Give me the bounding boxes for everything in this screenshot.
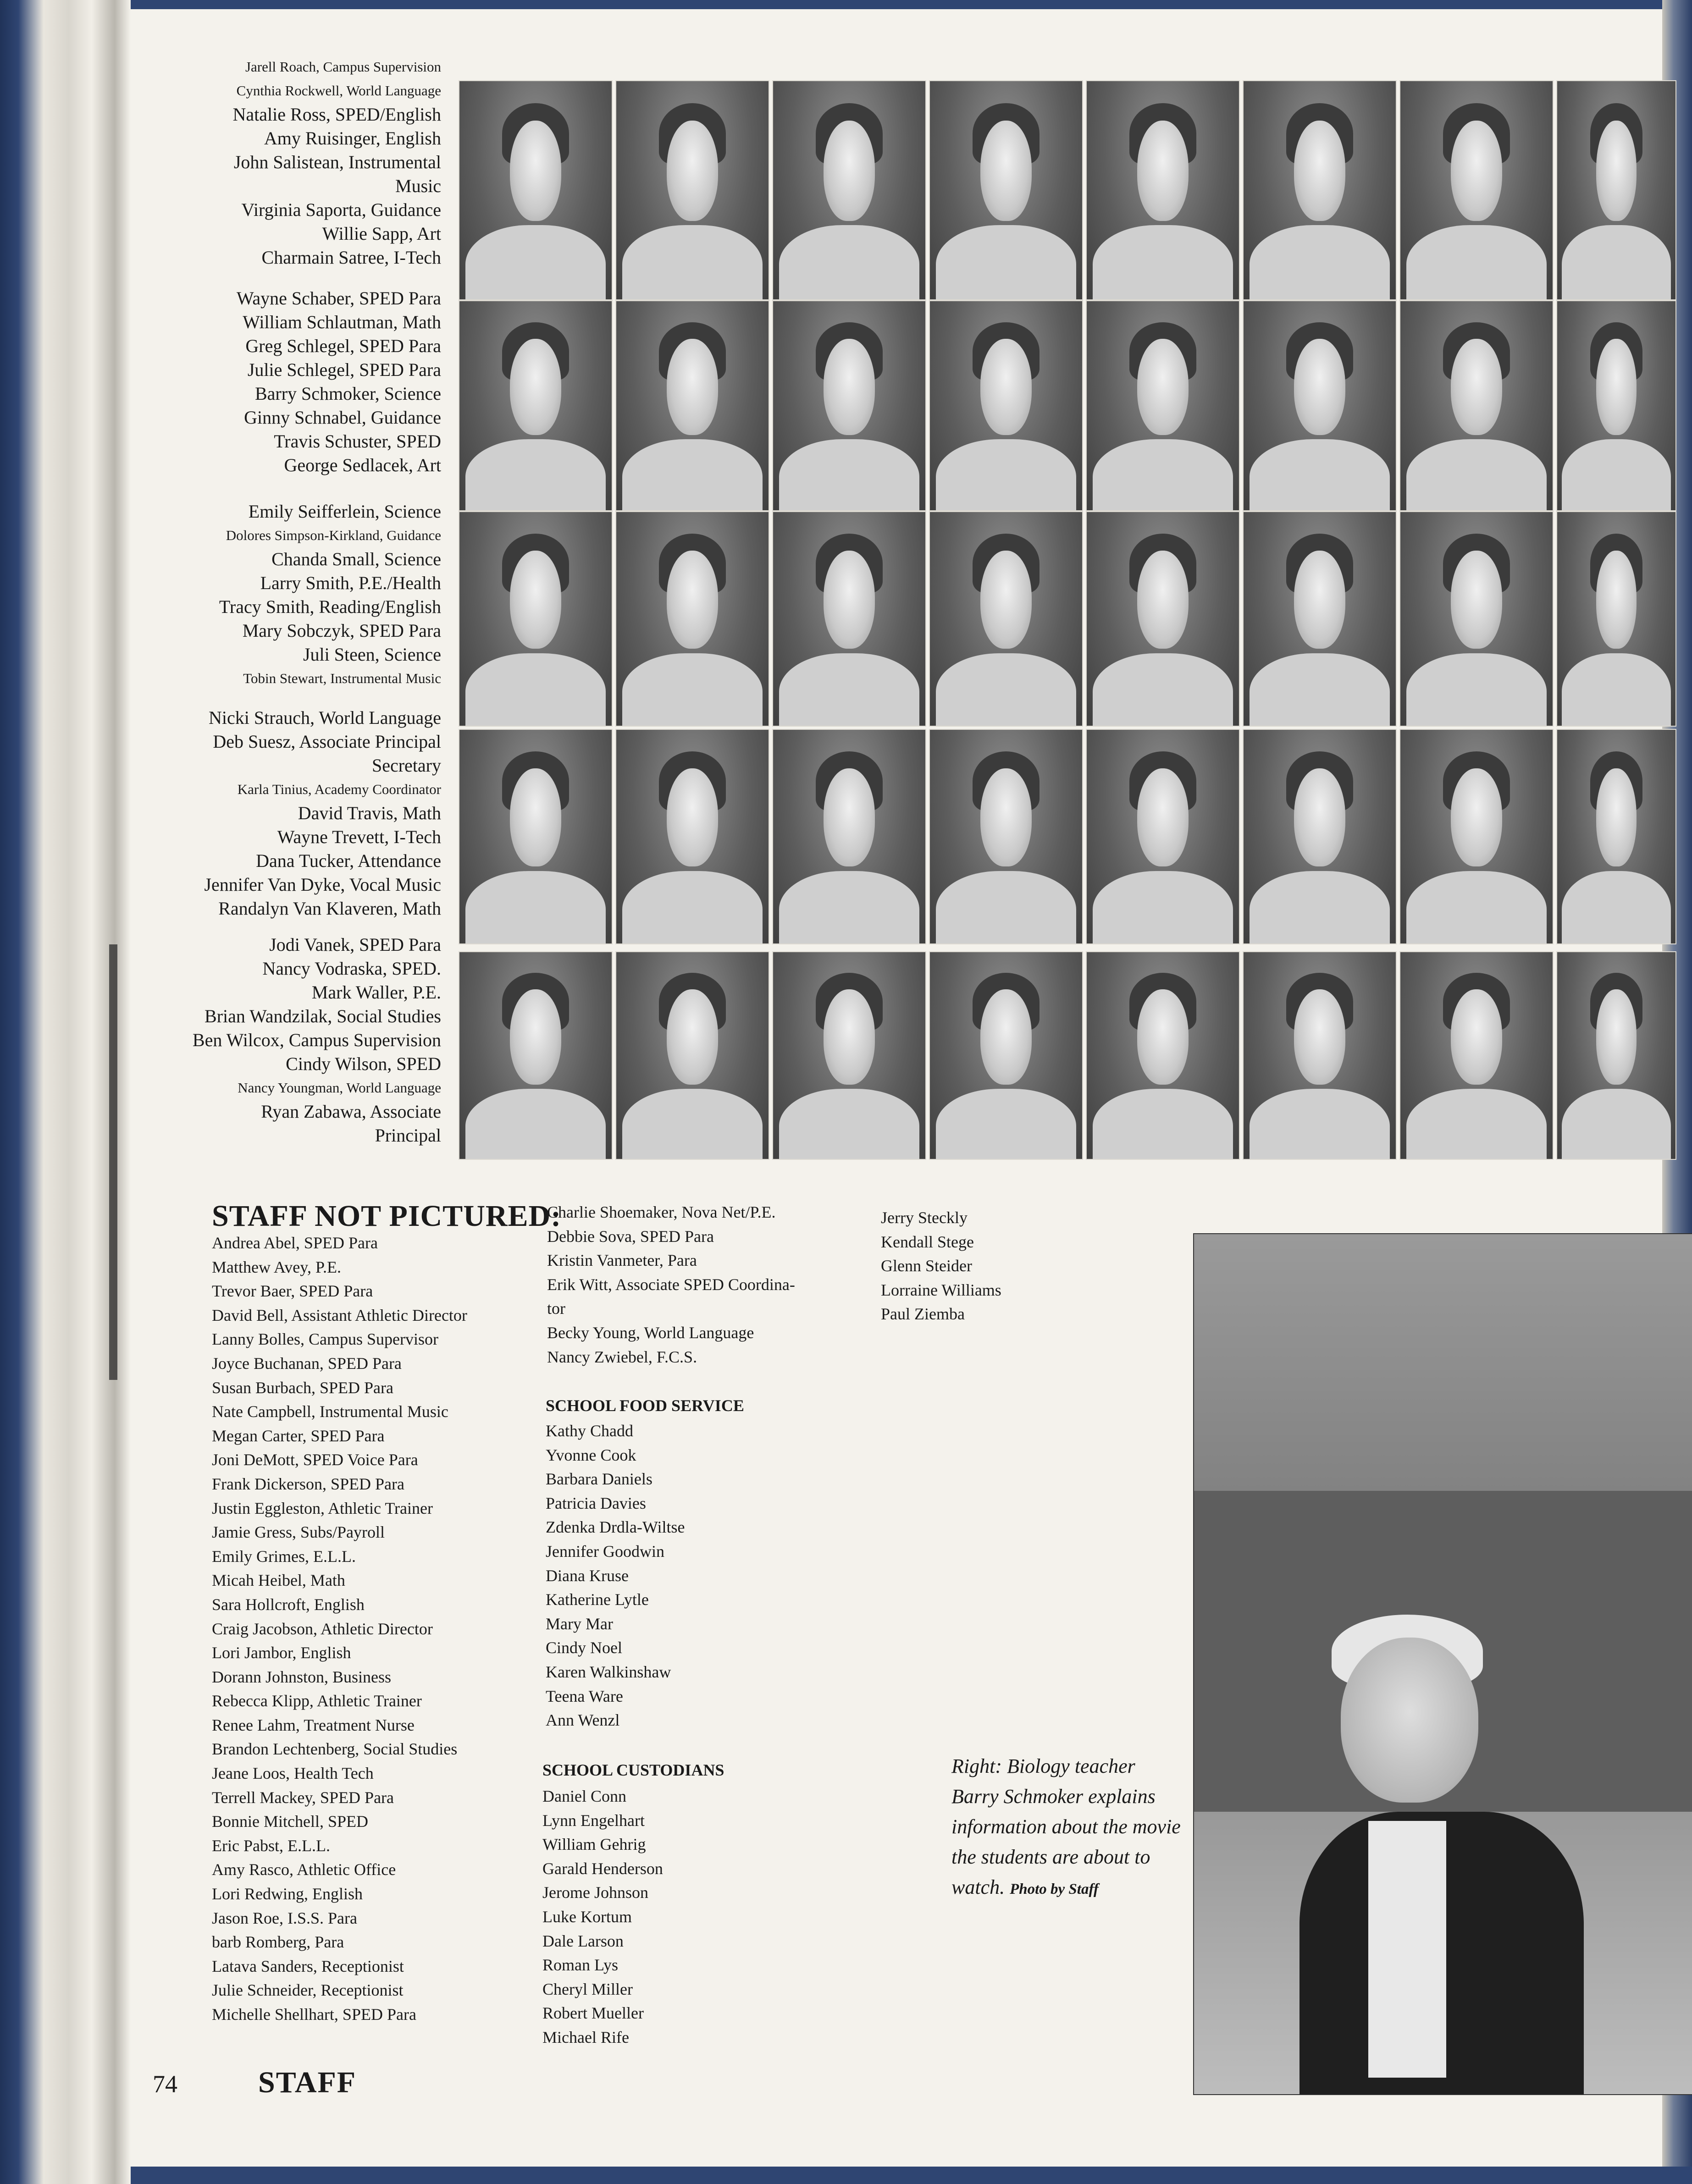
staff-caption-line: Tracy Smith, Reading/English [219, 596, 441, 617]
portrait-shoulders [779, 871, 919, 944]
staff-caption-line: Tobin Stewart, Instrumental Music [243, 670, 441, 686]
staff-portrait [459, 511, 613, 727]
staff-name-item: Renee Lahm, Treatment Nurse [212, 1715, 415, 1734]
portrait-head [1294, 768, 1346, 866]
staff-portrait [1399, 300, 1554, 511]
portrait-shoulders [465, 225, 605, 300]
staff-name-item: Micah Heibel, Math [212, 1571, 345, 1590]
staff-name-item: Lynn Engelhart [542, 1811, 645, 1830]
portrait-shoulders [1562, 1089, 1670, 1160]
staff-caption-line: Wayne Schaber, SPED Para [236, 288, 441, 309]
staff-portrait [1086, 80, 1240, 300]
portrait-shoulders [465, 871, 605, 944]
staff-name-item: Paul Ziemba [881, 1305, 965, 1324]
staff-portrait [459, 951, 613, 1160]
staff-caption-line: Nancy Vodraska, SPED. [262, 958, 441, 979]
staff-name-item: Patricia Davies [546, 1494, 646, 1512]
page-number: 74 [153, 2070, 177, 2098]
staff-caption-line: Virginia Saporta, Guidance [241, 199, 441, 220]
portrait-shoulders [1250, 871, 1389, 944]
portrait-head [510, 989, 562, 1084]
portrait-shoulders [622, 225, 762, 300]
portrait-head [667, 551, 719, 649]
staff-name-item: Jerry Steckly [881, 1208, 968, 1227]
staff-name-item: Amy Rasco, Athletic Office [212, 1860, 396, 1879]
portrait-head [1294, 551, 1346, 649]
photo-row-1 [459, 80, 1676, 300]
portrait-head [980, 768, 1032, 866]
custodians-list [542, 1784, 818, 2050]
portrait-head [824, 121, 875, 221]
staff-portrait [772, 511, 926, 727]
portrait-shoulders [1562, 871, 1670, 944]
portrait-head [1137, 768, 1189, 866]
staff-portrait [772, 729, 926, 944]
portrait-shoulders [936, 1089, 1076, 1160]
staff-name-item: Eric Pabst, E.L.L. [212, 1836, 330, 1855]
staff-name-item: Joni DeMott, SPED Voice Para [212, 1450, 418, 1469]
staff-portrait [1556, 80, 1676, 300]
staff-portrait [1399, 511, 1554, 727]
staff-portrait [459, 80, 613, 300]
portrait-shoulders [465, 1089, 605, 1160]
staff-name-item: Lori Jambor, English [212, 1644, 351, 1662]
staff-name-item: Garald Henderson [542, 1859, 663, 1878]
staff-name-item: Rebecca Klipp, Athletic Trainer [212, 1692, 422, 1710]
staff-caption-line: Deb Suesz, Associate Principal [213, 731, 441, 752]
portrait-shoulders [1406, 225, 1546, 300]
portrait-head [824, 768, 875, 866]
staff-portrait [929, 511, 1083, 727]
staff-name-item: Emily Grimes, E.L.L. [212, 1547, 356, 1566]
cover-edge-top [131, 0, 1692, 9]
staff-portrait [1086, 300, 1240, 511]
staff-portrait [1243, 729, 1397, 944]
staff-name-item: Latava Sanders, Receptionist [212, 1957, 404, 1975]
staff-caption-line: Ben Wilcox, Campus Supervision [192, 1030, 441, 1050]
portrait-head [1596, 339, 1637, 435]
staff-name-item: Lori Redwing, English [212, 1885, 363, 1903]
staff-caption-line: Emily Seifferlein, Science [248, 501, 441, 522]
staff-caption-line: Amy Ruisinger, English [264, 128, 441, 149]
photo-row-4 [459, 729, 1676, 944]
staff-name-item: Cheryl Miller [542, 1980, 633, 1998]
staff-caption-line: George Sedlacek, Art [284, 455, 441, 475]
staff-portrait [1086, 511, 1240, 727]
staff-name-item: Cindy Noel [546, 1638, 622, 1657]
portrait-head [1596, 989, 1637, 1084]
staff-name-item: Yvonne Cook [546, 1445, 636, 1464]
staff-portrait [929, 300, 1083, 511]
staff-name-item: tor [547, 1299, 565, 1318]
staff-caption-line: Cindy Wilson, SPED [286, 1053, 441, 1074]
staff-caption-line: David Travis, Math [298, 803, 441, 823]
staff-caption-line: Cynthia Rockwell, World Language [236, 83, 441, 99]
portrait-head [1451, 339, 1503, 435]
portrait-shoulders [1250, 653, 1389, 727]
portrait-shoulders [465, 439, 605, 511]
portrait-head [1451, 989, 1503, 1084]
staff-caption-line: Ginny Schnabel, Guidance [244, 407, 441, 428]
portrait-head [1137, 339, 1189, 435]
staff-name-item: Sara Hollcroft, English [212, 1595, 365, 1614]
portrait-shoulders [779, 225, 919, 300]
staff-portrait [1243, 951, 1397, 1160]
staff-name-item: Michael Rife [542, 2028, 629, 2046]
staff-caption-line: Nicki Strauch, World Language [208, 707, 441, 728]
portrait-head [824, 551, 875, 649]
staff-caption-line: Barry Schmoker, Science [254, 383, 441, 404]
food-service-heading: SCHOOL FOOD SERVICE [546, 1396, 744, 1415]
staff-name-item: Jamie Gress, Subs/Payroll [212, 1523, 385, 1542]
staff-name-item: Megan Carter, SPED Para [212, 1426, 385, 1445]
staff-name-item: Kendall Stege [881, 1232, 974, 1251]
portrait-shoulders [779, 1089, 919, 1160]
portrait-head [1137, 551, 1189, 649]
staff-name-item: Lanny Bolles, Campus Supervisor [212, 1330, 438, 1349]
portrait-head [1596, 768, 1637, 866]
portrait-head [510, 121, 562, 221]
portrait-head [1451, 121, 1503, 221]
portrait-shoulders [1250, 225, 1389, 300]
portrait-shoulders [622, 871, 762, 944]
staff-portrait [1243, 80, 1397, 300]
staff-name-item: Dorann Johnston, Business [212, 1667, 392, 1686]
portrait-shoulders [465, 653, 605, 727]
staff-portrait [772, 951, 926, 1160]
staff-portrait [615, 511, 769, 727]
portrait-shoulders [1406, 1089, 1546, 1160]
staff-name-item: Daniel Conn [542, 1787, 626, 1805]
staff-name-item: Brandon Lechtenberg, Social Studies [212, 1740, 458, 1759]
staff-name-item: Jeane Loos, Health Tech [212, 1764, 374, 1783]
staff-name-item: Kristin Vanmeter, Para [547, 1251, 697, 1270]
portrait-shoulders [1093, 225, 1233, 300]
not-pictured-col-3 [881, 1206, 1110, 1326]
portrait-shoulders [1093, 871, 1233, 944]
staff-portrait [1556, 951, 1676, 1160]
photo-row-5 [459, 951, 1676, 1160]
portrait-shoulders [622, 439, 762, 511]
portrait-shoulders [1406, 439, 1546, 511]
staff-name-item: Nancy Zwiebel, F.C.S. [547, 1347, 697, 1366]
staff-name-item: Glenn Steider [881, 1257, 972, 1275]
staff-portrait [772, 300, 926, 511]
food-service-list [546, 1419, 821, 1732]
staff-caption-line: Charmain Satree, I-Tech [261, 247, 441, 268]
staff-portrait [1243, 300, 1397, 511]
staff-caption-line: Larry Smith, P.E./Health [260, 573, 441, 593]
portrait-head [667, 121, 719, 221]
staff-caption-line: Jennifer Van Dyke, Vocal Music [204, 874, 441, 895]
staff-name-item: David Bell, Assistant Athletic Director [212, 1306, 467, 1324]
binding-mark [109, 944, 117, 1380]
staff-caption-line: Jodi Vanek, SPED Para [269, 934, 441, 955]
staff-name-item: William Gehrig [542, 1835, 646, 1854]
portrait-shoulders [936, 439, 1076, 511]
portrait-head [980, 551, 1032, 649]
row-4-names [120, 706, 441, 921]
photo-caption-text: Right: Biology teacher Barry Schmoker explains information about the movie the students are about to watch. [951, 1755, 1181, 1898]
staff-caption-line: Jarell Roach, Campus Supervision [245, 59, 441, 75]
staff-name-item: Katherine Lytle [546, 1590, 649, 1609]
portrait-head [1137, 989, 1189, 1084]
staff-name-item: Becky Young, World Language [547, 1323, 754, 1342]
staff-caption-line: Principal [375, 1125, 441, 1146]
portrait-head [824, 989, 875, 1084]
portrait-shoulders [622, 653, 762, 727]
photo-credit: Photo by Staff [1010, 1881, 1099, 1897]
portrait-head [667, 989, 719, 1084]
staff-caption-line: Randalyn Van Klaveren, Math [218, 898, 441, 919]
staff-name-item: Kathy Chadd [546, 1422, 633, 1440]
staff-name-item: Justin Eggleston, Athletic Trainer [212, 1499, 433, 1517]
staff-name-item: Dale Larson [542, 1931, 624, 1950]
staff-caption-line: Ryan Zabawa, Associate [261, 1101, 441, 1122]
portrait-head [980, 989, 1032, 1084]
staff-caption-line: Juli Steen, Science [303, 644, 441, 665]
featured-photo-teacher [1193, 1233, 1692, 2095]
portrait-head [667, 768, 719, 866]
portrait-shoulders [936, 653, 1076, 727]
not-pictured-col-2 [547, 1200, 845, 1369]
portrait-head [1294, 989, 1346, 1084]
staff-portrait [1086, 729, 1240, 944]
staff-portrait [1556, 511, 1676, 727]
staff-caption-line: Secretary [371, 755, 441, 776]
staff-caption-line: Nancy Youngman, World Language [238, 1080, 441, 1096]
portrait-shoulders [1406, 871, 1546, 944]
staff-name-item: Andrea Abel, SPED Para [212, 1234, 378, 1252]
portrait-head [510, 339, 562, 435]
portrait-head [667, 339, 719, 435]
staff-name-item: Lorraine Williams [881, 1280, 1001, 1299]
staff-name-item: Terrell Mackey, SPED Para [212, 1788, 394, 1807]
row-1-names [120, 55, 441, 270]
staff-caption-line: Natalie Ross, SPED/English [232, 104, 441, 125]
photo-caption [951, 1751, 1181, 1904]
portrait-head [510, 768, 562, 866]
portrait-shoulders [1406, 653, 1546, 727]
staff-name-item: Erik Witt, Associate SPED Coordina- [547, 1275, 795, 1294]
staff-name-item: Diana Kruse [546, 1566, 629, 1585]
teacher-shirt [1368, 1821, 1446, 2078]
staff-name-item: Frank Dickerson, SPED Para [212, 1474, 404, 1493]
staff-portrait [615, 300, 769, 511]
staff-portrait [1243, 511, 1397, 727]
staff-name-item: Karen Walkinshaw [546, 1662, 671, 1681]
section-label: STAFF [258, 2066, 357, 2099]
staff-name-item: Craig Jacobson, Athletic Director [212, 1619, 433, 1638]
staff-portrait [772, 80, 926, 300]
portrait-head [1596, 551, 1637, 649]
staff-name-item: Bonnie Mitchell, SPED [212, 1812, 368, 1831]
staff-portrait [1399, 951, 1554, 1160]
staff-portrait [1399, 729, 1554, 944]
staff-caption-line: Chanda Small, Science [271, 549, 441, 569]
photo-row-2 [459, 300, 1676, 511]
staff-caption-line: Wayne Trevett, I-Tech [277, 827, 441, 847]
staff-name-item: Ann Wenzl [546, 1711, 620, 1730]
not-pictured-heading: STAFF NOT PICTURED: [212, 1199, 562, 1233]
staff-name-item: Susan Burbach, SPED Para [212, 1378, 393, 1397]
staff-caption-line: Mary Sobczyk, SPED Para [242, 620, 441, 641]
portrait-shoulders [622, 1089, 762, 1160]
staff-caption-line: Dolores Simpson-Kirkland, Guidance [226, 527, 441, 543]
staff-caption-line: Mark Waller, P.E. [311, 982, 441, 1003]
staff-name-item: Debbie Sova, SPED Para [547, 1227, 714, 1246]
staff-portrait [1556, 729, 1676, 944]
staff-name-item: Robert Mueller [542, 2004, 644, 2023]
staff-portrait [615, 951, 769, 1160]
staff-name-item: Trevor Baer, SPED Para [212, 1282, 373, 1301]
staff-portrait [1556, 300, 1676, 511]
portrait-shoulders [936, 871, 1076, 944]
staff-portrait [615, 80, 769, 300]
staff-name-item: Zdenka Drdla-Wiltse [546, 1518, 685, 1537]
staff-portrait [1086, 951, 1240, 1160]
portrait-head [510, 551, 562, 649]
portrait-shoulders [1093, 439, 1233, 511]
staff-name-item: Barbara Daniels [546, 1470, 652, 1489]
staff-name-item: Jerome Johnson [542, 1883, 648, 1902]
portrait-shoulders [779, 439, 919, 511]
staff-name-item: Julie Schneider, Receptionist [212, 1981, 404, 2000]
staff-caption-line: Greg Schlegel, SPED Para [245, 336, 441, 356]
row-2-names [120, 287, 441, 477]
staff-name-item: Jason Roe, I.S.S. Para [212, 1908, 357, 1927]
staff-name-item: Luke Kortum [542, 1907, 632, 1926]
custodians-heading: SCHOOL CUSTODIANS [542, 1761, 724, 1779]
portrait-head [1451, 551, 1503, 649]
staff-portrait [929, 951, 1083, 1160]
staff-portrait [459, 729, 613, 944]
portrait-shoulders [1093, 653, 1233, 727]
portrait-head [1451, 768, 1503, 866]
portrait-head [1294, 121, 1346, 221]
portrait-shoulders [1562, 439, 1670, 511]
staff-caption-line: Julie Schlegel, SPED Para [247, 359, 441, 380]
portrait-head [1596, 121, 1637, 221]
staff-name-item: Jennifer Goodwin [546, 1542, 664, 1561]
portrait-shoulders [1250, 439, 1389, 511]
staff-caption-line: Karla Tinius, Academy Coordinator [237, 781, 441, 797]
portrait-head [1137, 121, 1189, 221]
staff-name-item: Charlie Shoemaker, Nova Net/P.E. [547, 1203, 776, 1221]
portrait-shoulders [1562, 653, 1670, 727]
staff-portrait [929, 80, 1083, 300]
staff-portrait [1399, 80, 1554, 300]
staff-caption-line: Willie Sapp, Art [322, 223, 441, 244]
portrait-shoulders [779, 653, 919, 727]
staff-caption-line: Music [395, 176, 441, 196]
staff-caption-line: John Salistean, Instrumental [233, 152, 441, 172]
cover-edge-bottom [131, 2167, 1692, 2184]
staff-caption-line: Travis Schuster, SPED [274, 431, 441, 452]
staff-name-item: Michelle Shellhart, SPED Para [212, 2005, 416, 2024]
portrait-head [1294, 339, 1346, 435]
staff-name-item: barb Romberg, Para [212, 1933, 344, 1952]
portrait-head [980, 339, 1032, 435]
portrait-shoulders [1093, 1089, 1233, 1160]
staff-caption-line: Brian Wandzilak, Social Studies [205, 1006, 441, 1026]
portrait-shoulders [1250, 1089, 1389, 1160]
staff-name-item: Teena Ware [546, 1687, 623, 1705]
staff-name-item: Joyce Buchanan, SPED Para [212, 1354, 402, 1373]
staff-portrait [459, 300, 613, 511]
photo-row-3 [459, 511, 1676, 727]
teacher-head [1341, 1638, 1478, 1803]
row-5-names [120, 933, 441, 1147]
row-3-names [120, 500, 441, 690]
portrait-head [824, 339, 875, 435]
portrait-head [980, 121, 1032, 221]
staff-name-item: Mary Mar [546, 1614, 613, 1633]
staff-name-item: Roman Lys [542, 1956, 619, 1974]
portrait-shoulders [1562, 225, 1670, 300]
staff-name-item: Nate Campbell, Instrumental Music [212, 1402, 448, 1421]
staff-portrait [615, 729, 769, 944]
staff-name-item: Matthew Avey, P.E. [212, 1257, 341, 1276]
staff-portrait [929, 729, 1083, 944]
portrait-shoulders [936, 225, 1076, 300]
staff-caption-line: William Schlautman, Math [243, 312, 441, 332]
not-pictured-col-1 [212, 1231, 533, 2027]
staff-caption-line: Dana Tucker, Attendance [256, 850, 441, 871]
